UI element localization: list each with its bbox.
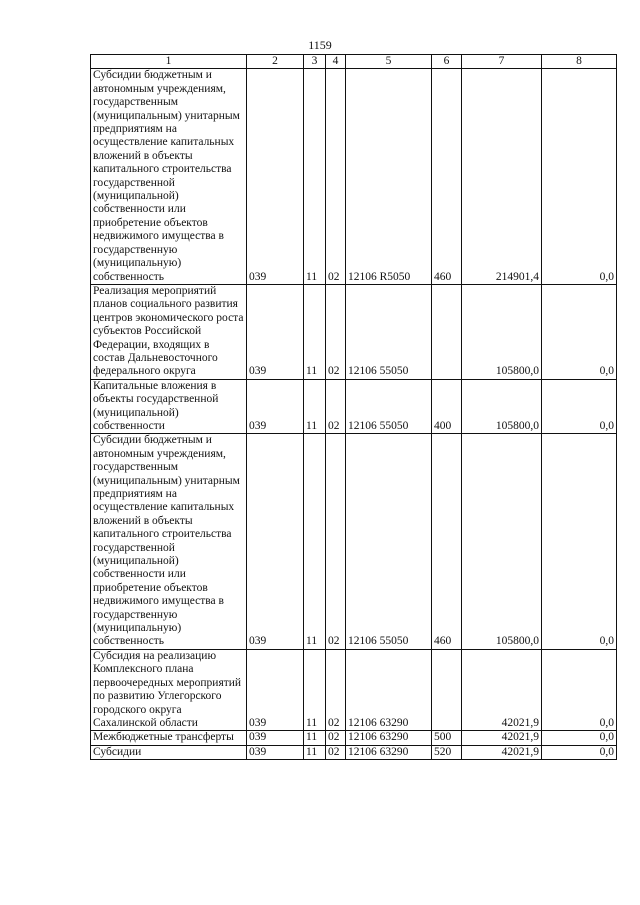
table-row — [91, 379, 617, 434]
row-sum-2: 0,0 — [542, 649, 617, 730]
row-vr: 460 — [432, 69, 462, 285]
row-sum-1: 42021,9 — [462, 649, 542, 730]
row-grbs: 039 — [247, 745, 304, 759]
row-csr: 12106 55050 — [346, 434, 432, 650]
row-sum-1: 42021,9 — [462, 731, 542, 745]
row-rz: 11 — [304, 649, 326, 730]
row-csr: 12106 55050 — [346, 284, 432, 379]
row-pr: 02 — [326, 379, 346, 434]
table-row — [91, 69, 617, 285]
row-csr: 12106 55050 — [346, 379, 432, 434]
row-sum-2: 0,0 — [542, 69, 617, 285]
row-sum-2: 0,0 — [542, 434, 617, 650]
header-cell: 3 — [304, 55, 326, 69]
header-cell: 7 — [462, 55, 542, 69]
row-sum-2: 0,0 — [542, 284, 617, 379]
row-pr: 02 — [326, 284, 346, 379]
row-grbs: 039 — [247, 649, 304, 730]
row-grbs: 039 — [247, 379, 304, 434]
table-row — [91, 745, 617, 759]
row-vr: 460 — [432, 434, 462, 650]
row-rz: 11 — [304, 731, 326, 745]
row-pr: 02 — [326, 69, 346, 285]
row-rz: 11 — [304, 745, 326, 759]
page-number: 1159 — [308, 38, 332, 52]
row-pr: 02 — [326, 434, 346, 650]
row-pr: 02 — [326, 731, 346, 745]
row-vr — [432, 649, 462, 730]
row-rz: 11 — [304, 69, 326, 285]
row-name: Субсидии бюджетным и автономным учреждениям, государственным (муниципальным) унитарным предприятиям на осуществление капитальных вложений в объекты капитального строительства государственной (муниципальной) собственности или приобретение объектов недвижимого имущества в государственную (муниципальную) собственность — [91, 69, 247, 285]
row-pr: 02 — [326, 745, 346, 759]
row-name: Капитальные вложения в объекты государственной (муниципальной) собственности — [91, 379, 247, 434]
row-csr: 12106 63290 — [346, 745, 432, 759]
row-sum-1: 105800,0 — [462, 284, 542, 379]
budget-table — [90, 54, 617, 760]
table-header-row — [91, 55, 617, 69]
header-cell: 8 — [542, 55, 617, 69]
header-cell: 6 — [432, 55, 462, 69]
row-vr: 520 — [432, 745, 462, 759]
row-vr — [432, 284, 462, 379]
table-row — [91, 284, 617, 379]
row-pr: 02 — [326, 649, 346, 730]
header-cell: 1 — [91, 55, 247, 69]
table-row — [91, 731, 617, 745]
row-rz: 11 — [304, 379, 326, 434]
row-name: Субсидии бюджетным и автономным учреждениям, государственным (муниципальным) унитарным предприятиям на осуществление капитальных вложений в объекты капитального строительства государственной (муниципальной) собственности или приобретение объектов недвижимого имущества в государственную (муниципальную) собственность — [91, 434, 247, 650]
row-sum-2: 0,0 — [542, 379, 617, 434]
row-vr: 500 — [432, 731, 462, 745]
header-cell: 2 — [247, 55, 304, 69]
row-sum-2: 0,0 — [542, 731, 617, 745]
row-sum-1: 214901,4 — [462, 69, 542, 285]
row-grbs: 039 — [247, 69, 304, 285]
row-sum-2: 0,0 — [542, 745, 617, 759]
row-rz: 11 — [304, 284, 326, 379]
row-grbs: 039 — [247, 731, 304, 745]
row-sum-1: 105800,0 — [462, 434, 542, 650]
row-name: Субсидия на реализацию Комплексного плана первоочередных мероприятий по развитию Углегорского городского округа Сахалинской области — [91, 649, 247, 730]
row-sum-1: 42021,9 — [462, 745, 542, 759]
row-name: Межбюджетные трансферты — [91, 731, 247, 745]
header-cell: 4 — [326, 55, 346, 69]
row-sum-1: 105800,0 — [462, 379, 542, 434]
row-grbs: 039 — [247, 434, 304, 650]
row-rz: 11 — [304, 434, 326, 650]
row-name: Субсидии — [91, 745, 247, 759]
row-csr: 12106 63290 — [346, 731, 432, 745]
header-cell: 5 — [346, 55, 432, 69]
row-vr: 400 — [432, 379, 462, 434]
table-row — [91, 434, 617, 650]
table-row — [91, 649, 617, 730]
row-grbs: 039 — [247, 284, 304, 379]
row-csr: 12106 R5050 — [346, 69, 432, 285]
row-csr: 12106 63290 — [346, 649, 432, 730]
row-name: Реализация мероприятий планов социального развития центров экономического роста субъектов Российской Федерации, входящих в состав Дальневосточного федерального округа — [91, 284, 247, 379]
